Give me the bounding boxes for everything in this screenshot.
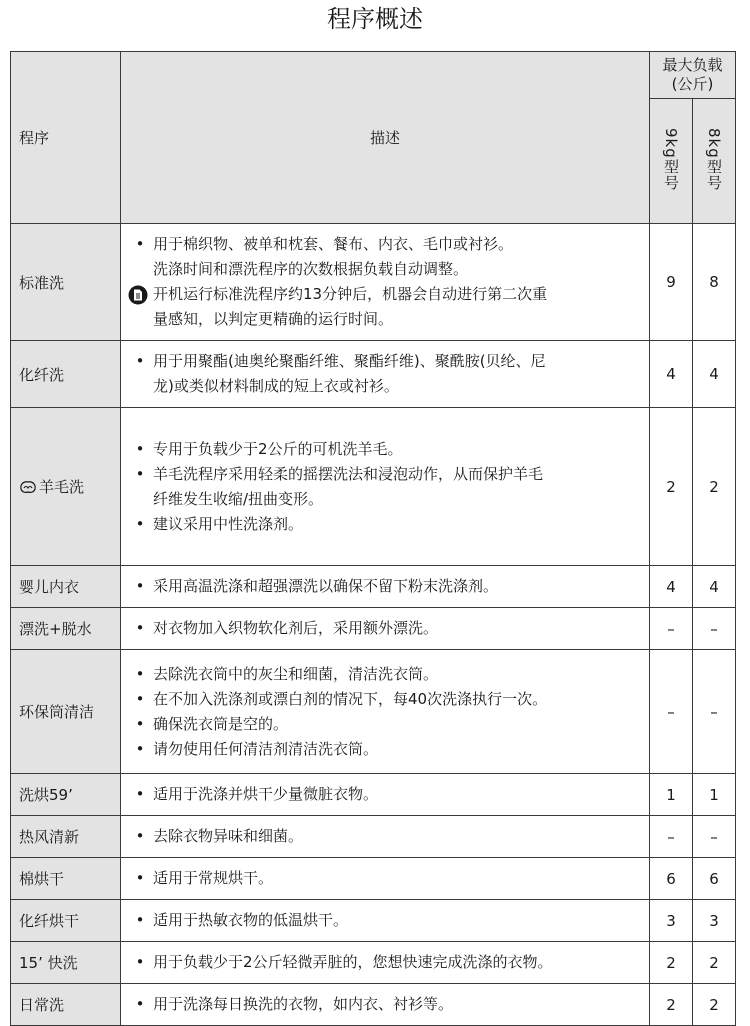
program-name: 洗烘59’ (19, 786, 73, 804)
max-load-label: 最大负载 (662, 56, 723, 74)
description-cell (121, 608, 650, 650)
program-name: 棉烘干 (19, 870, 65, 888)
program-name-cell (11, 816, 121, 858)
program-name-cell (11, 900, 121, 942)
desc-line: 量感知，以判定更精确的运行时间。 (153, 310, 394, 328)
table-row (11, 900, 736, 942)
load-8kg-cell: 6 (693, 858, 736, 900)
desc-line: • 对衣物加入织物软化剂后，采用额外漂洗。 (135, 619, 439, 637)
program-name-cell (11, 408, 121, 566)
program-name-cell (11, 942, 121, 984)
description-cell (121, 224, 650, 341)
load-9kg-cell: 2 (650, 408, 693, 566)
program-name-cell (11, 566, 121, 608)
desc-line: • 用于用聚酯(迪奥纶聚酯纤维、聚酯纤维)、聚酰胺(贝纶、尼 (135, 352, 546, 370)
load-9kg-cell: 9 (650, 224, 693, 341)
table-row (11, 774, 736, 816)
table-row (11, 224, 736, 341)
wool-icon (19, 478, 39, 496)
load-8kg-cell: 2 (693, 984, 736, 1026)
table-row (11, 608, 736, 650)
header-program: 程序 (11, 52, 121, 224)
load-8kg-cell: 4 (693, 566, 736, 608)
load-9kg-cell: – (650, 608, 693, 650)
desc-line: • 羊毛洗程序采用轻柔的摇摆洗法和浸泡动作，从而保护羊毛 (135, 464, 544, 483)
header-description: 描述 (121, 52, 650, 224)
table-row (11, 408, 736, 566)
load-9kg-cell: 3 (650, 900, 693, 942)
program-name: 15’ 快洗 (19, 954, 78, 972)
note-icon (127, 284, 149, 306)
table-row (11, 566, 736, 608)
desc-line: • 适用于常规烘干。 (135, 869, 274, 887)
program-name: 日常洗 (19, 996, 65, 1014)
description-cell (121, 900, 650, 942)
desc-line: • 用于棉织物、被单和枕套、餐布、内衣、毛巾或衬衫。 (135, 235, 514, 253)
description-cell (121, 942, 650, 984)
load-8kg-cell: – (693, 650, 736, 774)
load-8kg-cell: 1 (693, 774, 736, 816)
load-8kg-cell: 2 (693, 408, 736, 566)
load-9kg-cell: 4 (650, 341, 693, 408)
program-name-cell (11, 650, 121, 774)
description-cell (121, 341, 650, 408)
program-name: 漂洗+脱水 (19, 620, 92, 638)
desc-line: • 用于洗涤每日换洗的衣物，如内衣、衬衫等。 (135, 995, 454, 1013)
program-name: 热风清新 (19, 828, 80, 846)
table-row (11, 858, 736, 900)
desc-line: • 确保洗衣筒是空的。 (135, 714, 289, 733)
desc-line: • 去除洗衣筒中的灰尘和细菌，清洁洗衣筒。 (135, 664, 439, 683)
page-title: 程序概述 (327, 5, 423, 33)
desc-line: • 建议采用中性洗涤剂。 (135, 514, 304, 533)
program-name: 化纤烘干 (19, 912, 80, 930)
load-9kg-cell: 2 (650, 984, 693, 1026)
load-8kg-cell: – (693, 816, 736, 858)
load-8kg-cell: 2 (693, 942, 736, 984)
table-row (11, 650, 736, 774)
load-9kg-cell: 1 (650, 774, 693, 816)
description-cell (121, 774, 650, 816)
load-8kg-cell: – (693, 608, 736, 650)
program-name-cell (11, 341, 121, 408)
description-cell (121, 408, 650, 566)
load-8kg-cell: 8 (693, 224, 736, 341)
desc-note-line: 开机运行标准洗程序约13分钟后，机器会自动进行第二次重 (127, 282, 641, 307)
load-8kg-cell: 3 (693, 900, 736, 942)
program-name-cell (11, 224, 121, 341)
desc-line: • 专用于负载少于2公斤的可机洗羊毛。 (135, 439, 403, 458)
program-table (10, 51, 736, 1026)
desc-line: • 用于负载少于2公斤轻微弄脏的，您想快速完成洗涤的衣物。 (135, 953, 553, 971)
description-cell (121, 858, 650, 900)
desc-line: • 请勿使用任何清洁剂清洁洗衣筒。 (135, 739, 379, 758)
program-name: 羊毛洗 (39, 478, 85, 496)
program-name: 标准洗 (19, 273, 65, 292)
table-row (11, 984, 736, 1026)
desc-line: • 采用高温洗涤和超强漂洗以确保不留下粉末洗涤剂。 (135, 577, 499, 595)
program-name-cell (11, 774, 121, 816)
table-row (11, 942, 736, 984)
description-cell (121, 650, 650, 774)
header-model-9kg: 9kg型号 (650, 99, 693, 224)
table-row (11, 341, 736, 408)
description-cell (121, 566, 650, 608)
program-name: 婴儿内衣 (19, 578, 80, 596)
desc-line: • 适用于洗涤并烘干少量微脏衣物。 (135, 785, 379, 803)
program-name: 化纤洗 (19, 365, 65, 384)
header-model-8kg: 8kg型号 (693, 99, 736, 224)
table-row (11, 816, 736, 858)
desc-line: • 在不加入洗涤剂或漂白剂的情况下，每40次洗涤执行一次。 (135, 689, 548, 708)
load-9kg-cell: 2 (650, 942, 693, 984)
desc-line: 龙)或类似材料制成的短上衣或衬衫。 (153, 377, 399, 395)
load-9kg-cell: 4 (650, 566, 693, 608)
desc-line: • 去除衣物异味和细菌。 (135, 827, 304, 845)
program-name-cell (11, 858, 121, 900)
header-max-load (650, 52, 736, 99)
program-name-cell (11, 608, 121, 650)
load-8kg-cell: 4 (693, 341, 736, 408)
desc-line: 洗涤时间和漂洗程序的次数根据负载自动调整。 (153, 260, 469, 278)
load-9kg-cell: – (650, 650, 693, 774)
max-load-unit: (公斤) (671, 75, 714, 93)
description-cell (121, 984, 650, 1026)
description-cell (121, 816, 650, 858)
program-name-cell (11, 984, 121, 1026)
desc-line: • 适用于热敏衣物的低温烘干。 (135, 911, 349, 929)
program-name: 环保筒清洁 (19, 703, 95, 721)
load-9kg-cell: 6 (650, 858, 693, 900)
desc-line: 纤维发生收缩/扭曲变形。 (153, 489, 324, 508)
load-9kg-cell: – (650, 816, 693, 858)
